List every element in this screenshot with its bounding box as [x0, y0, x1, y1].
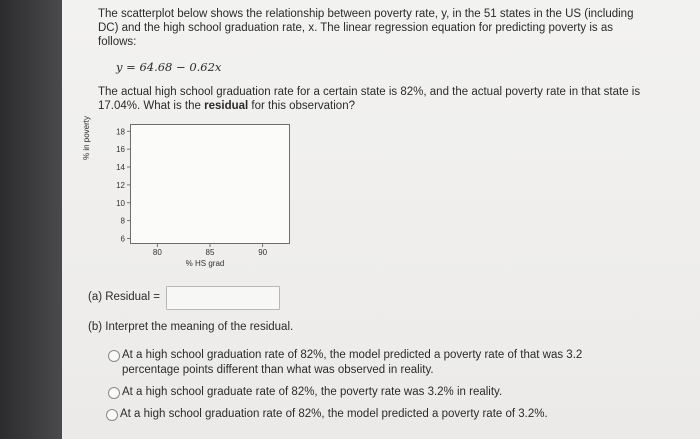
- option-1-line-1: At a high school graduation rate of 82%, the model predicted a poverty rate of that was 3.2: [122, 349, 583, 361]
- option-1-radio[interactable]: [108, 350, 120, 362]
- y-tick-label: 12: [116, 180, 125, 190]
- residual-keyword: residual: [204, 100, 249, 112]
- x-tick-label: 90: [258, 248, 268, 257]
- option-3-radio[interactable]: [106, 409, 118, 421]
- option-2-text[interactable]: At a high school graduate rate of 82%, the poverty rate was 3.2% in reality.: [122, 386, 503, 398]
- y-tick-label: 10: [116, 198, 125, 208]
- plot-area: [130, 124, 290, 244]
- y-tick-label: 14: [116, 163, 125, 173]
- y-tick-label: 8: [120, 216, 125, 226]
- intro-line-1: The scatterplot below shows the relationship between poverty rate, y, in the 51 states in the US (including: [98, 8, 634, 20]
- x-tick-label: 85: [205, 248, 215, 257]
- option-3-text[interactable]: At a high school graduation rate of 82%, the model predicted a poverty rate of 3.2%.: [120, 408, 548, 420]
- residual-label: (a) Residual =: [88, 291, 160, 303]
- regression-equation: y = 64.68 − 0.62x: [116, 60, 222, 74]
- actual-line-2-end: for this observation?: [248, 100, 355, 112]
- option-1-line-2: percentage points different than what was observed in reality.: [122, 363, 434, 376]
- option-1-text[interactable]: [122, 348, 582, 377]
- intro-line-3: follows:: [98, 36, 137, 48]
- intro-line-2: DC) and the high school graduation rate, x. The linear regression equation for predicting poverty is as: [98, 22, 614, 34]
- interpret-prompt: (b) Interpret the meaning of the residual.: [88, 321, 294, 333]
- actual-line-1: The actual high school graduation rate for a certain state is 82%, and the actual poverty rate in that state is: [98, 86, 641, 98]
- actual-line-2-start: 17.04%. What is the: [98, 100, 205, 112]
- x-axis-label: % HS grad: [185, 259, 225, 268]
- y-axis-label: % in poverty: [82, 115, 91, 160]
- y-tick-label: 18: [116, 127, 125, 137]
- y-tick-label: 16: [116, 145, 125, 155]
- x-tick-label: 80: [152, 248, 162, 257]
- option-2-radio[interactable]: [108, 387, 120, 399]
- y-tick-label: 6: [120, 234, 125, 244]
- residual-input[interactable]: [166, 286, 280, 310]
